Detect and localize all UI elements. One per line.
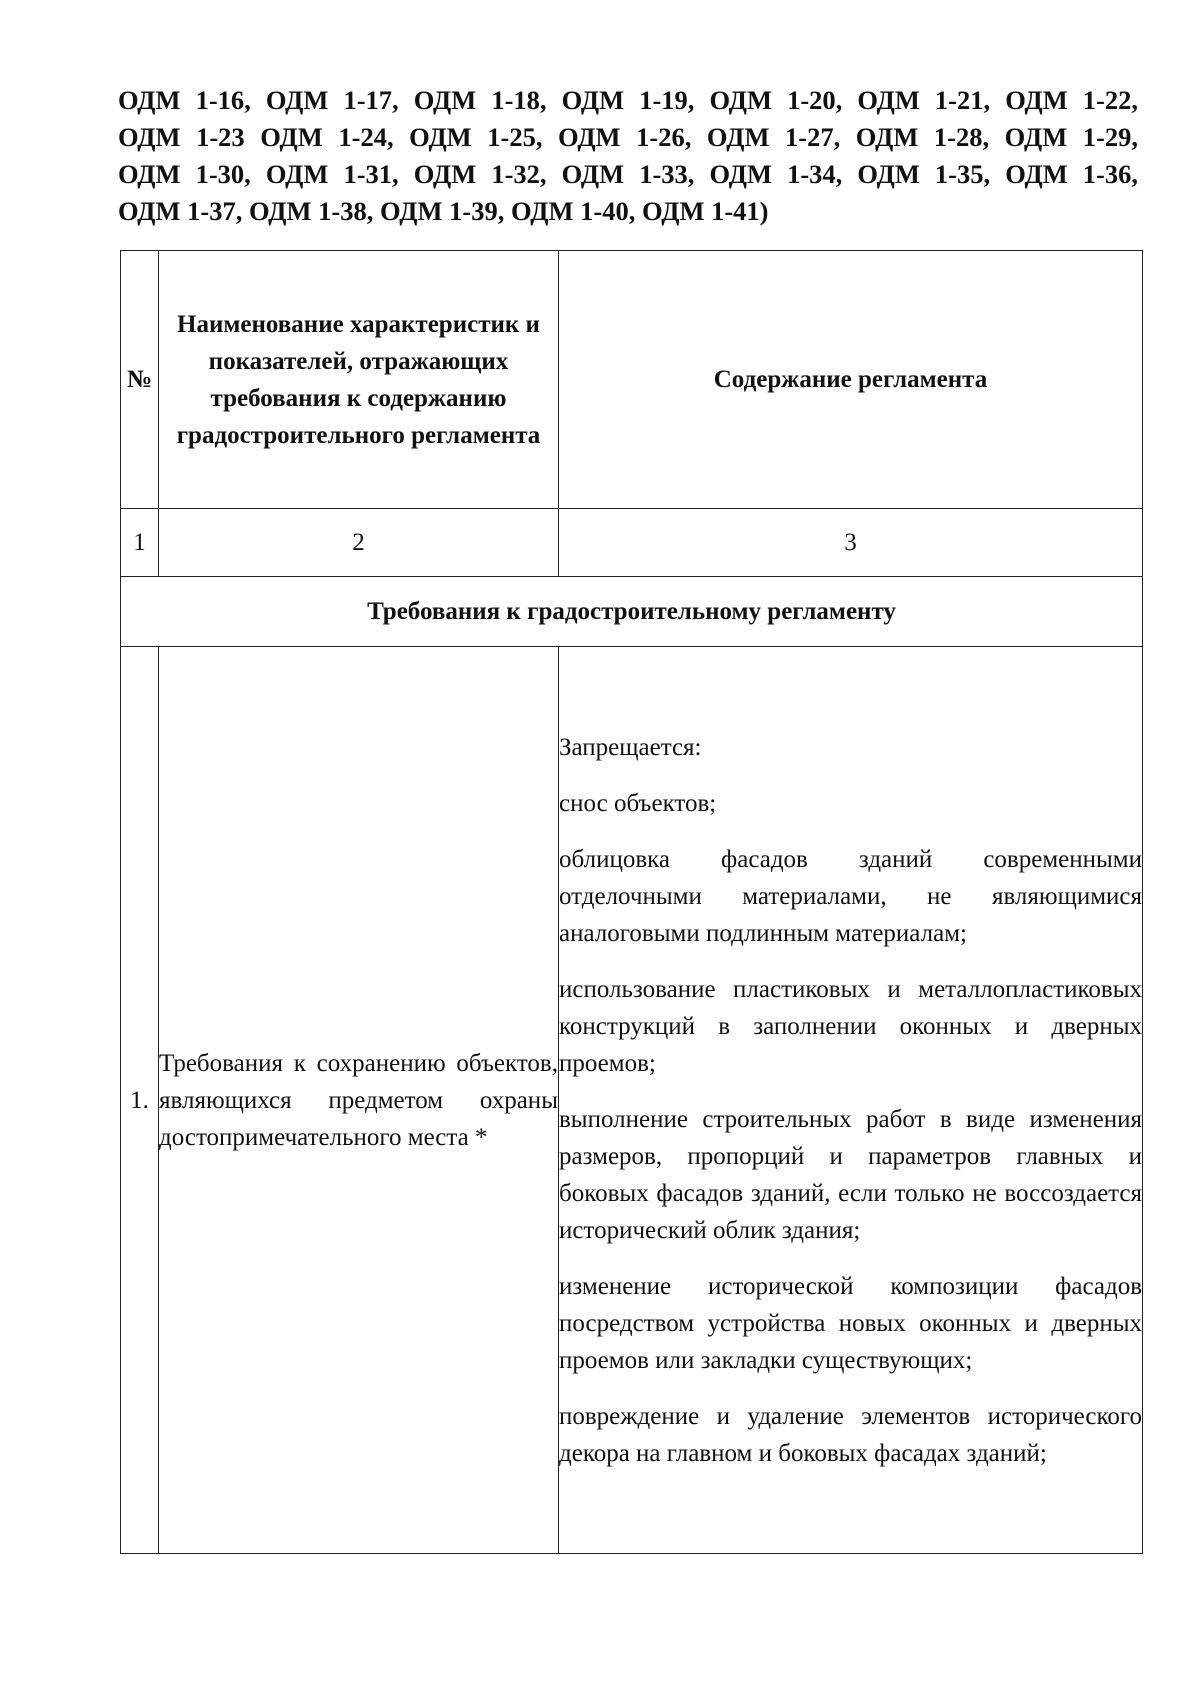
header-number: № xyxy=(121,251,159,509)
content-item: изменение исторической композиции фасадов посредством устройства новых оконных и дверных проемов или закладки существующих; xyxy=(559,1272,1142,1374)
column-index: 1 xyxy=(121,509,159,577)
row-characteristic: Требования к сохранению объектов, являющихся предметом охраны достопримечательного места * xyxy=(159,647,559,1554)
table-header-row xyxy=(121,251,1143,509)
column-index-row xyxy=(121,509,1143,577)
regulation-table xyxy=(120,250,1143,1554)
heading-line: ОДМ 1-16, ОДМ 1-17, ОДМ 1-18, ОДМ 1-19, ОДМ 1-20, ОДМ 1-21, ОДМ 1-22, xyxy=(118,85,1138,115)
header-content: Содержание регламента xyxy=(559,251,1143,509)
column-index: 3 xyxy=(559,509,1143,577)
content-item: снос объектов; xyxy=(559,789,717,817)
content-item: повреждение и удаление элементов исторического декора на главном и боковых фасадах зданий; xyxy=(559,1402,1142,1467)
row-number: 1. xyxy=(121,647,159,1554)
content-item: выполнение строительных работ в виде изменения размеров, пропорций и параметров главных и боковых фасадов зданий, если только не воссоздается исторический облик здания; xyxy=(559,1105,1142,1244)
heading-line: ОДМ 1-37, ОДМ 1-38, ОДМ 1-39, ОДМ 1-40, ОДМ 1-41) xyxy=(118,196,769,226)
header-characteristics: Наименование характеристик и показателей, отражающих требования к содержанию градостроительного регламента xyxy=(159,251,559,509)
content-intro: Запрещается: xyxy=(559,733,702,761)
content-item: облицовка фасадов зданий современными отделочными материалами, не являющимися аналоговыми подлинным материалам; xyxy=(559,845,1142,947)
heading-line: ОДМ 1-23 ОДМ 1-24, ОДМ 1-25, ОДМ 1-26, ОДМ 1-27, ОДМ 1-28, ОДМ 1-29, xyxy=(118,122,1138,152)
heading-line: ОДМ 1-30, ОДМ 1-31, ОДМ 1-32, ОДМ 1-33, ОДМ 1-34, ОДМ 1-35, ОДМ 1-36, xyxy=(118,159,1138,189)
document-heading xyxy=(118,82,1138,230)
section-row xyxy=(121,577,1143,647)
column-index: 2 xyxy=(159,509,559,577)
row-content xyxy=(559,647,1143,1554)
table-row xyxy=(121,647,1143,1554)
content-item: использование пластиковых и металлопластиковых конструкций в заполнении оконных и дверных проемов; xyxy=(559,975,1142,1077)
section-title: Требования к градостроительному регламенту xyxy=(121,577,1143,647)
